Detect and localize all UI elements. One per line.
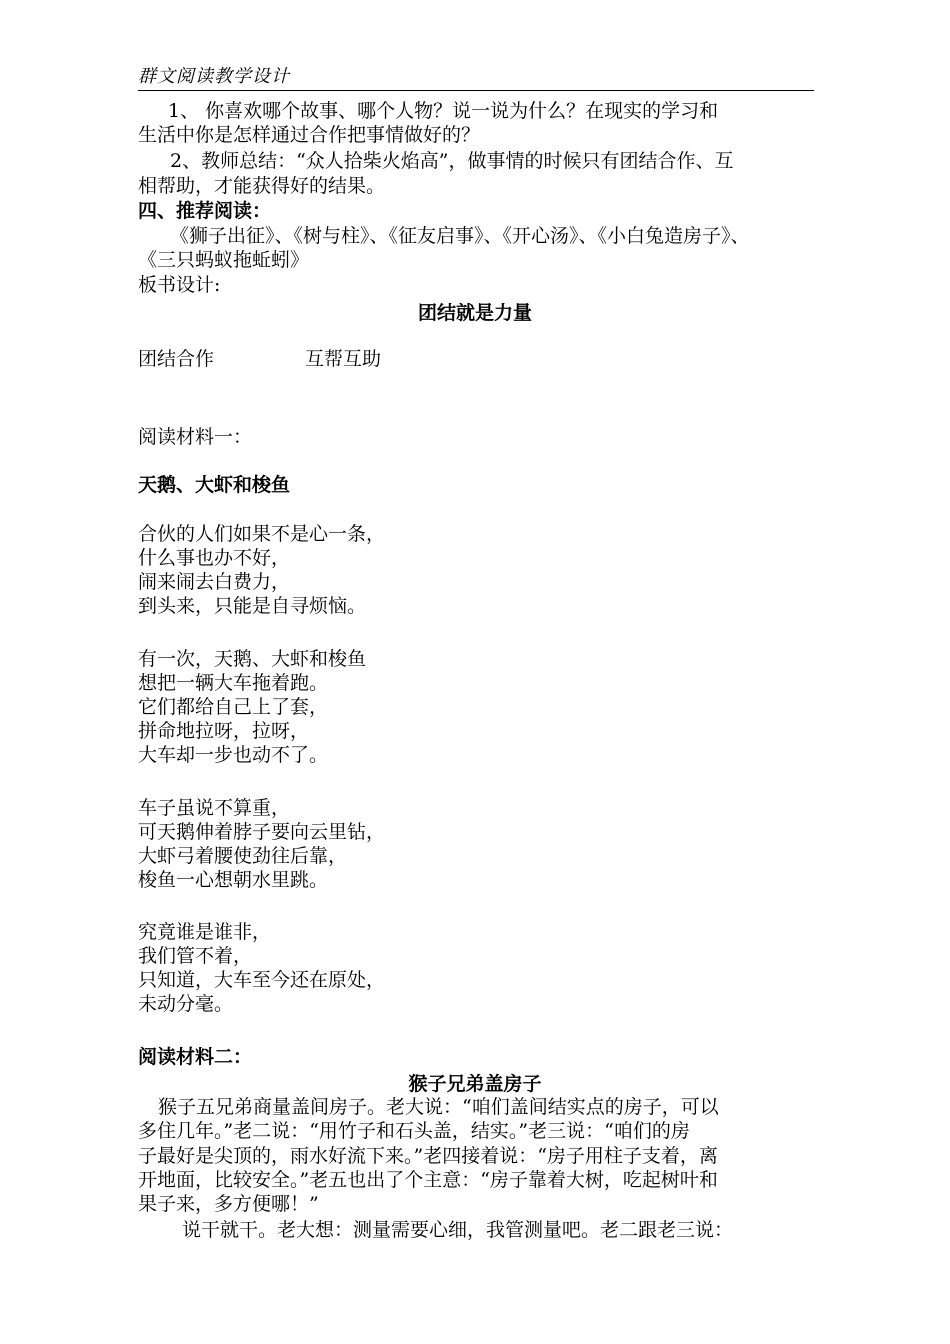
- story-line: 子最好是尖顶的，雨水好流下来。”老四接着说：“房子用柱子支着，离: [138, 1145, 718, 1167]
- poem-line: 到头来，只能是自寻烦恼。: [138, 595, 367, 617]
- discussion-item2-line1: 2、教师总结：“众人拾柴火焰高”，做事情的时候只有团结合作、互: [170, 150, 734, 172]
- poem-line: 什么事也办不好，: [138, 547, 291, 569]
- material2-title: 猴子兄弟盖房子: [408, 1073, 542, 1095]
- poem-line: 我们管不着，: [138, 945, 253, 967]
- poem-line: 大虾弓着腰使劲往后靠，: [138, 845, 348, 867]
- material1-title: 天鹅、大虾和梭鱼: [138, 474, 291, 496]
- poem-line: 有一次，天鹅、大虾和梭鱼: [138, 648, 367, 670]
- material2-label: 阅读材料二：: [138, 1046, 253, 1068]
- poem-line: 拼命地拉呀，拉呀，: [138, 720, 310, 742]
- recommend-list-line2: 《三只蚂蚁拖蚯蚓》: [138, 249, 310, 271]
- discussion-item1-line1: 1、 你喜欢哪个故事、哪个人物？说一说为什么？在现实的学习和: [168, 100, 719, 122]
- board-title: 团结就是力量: [417, 302, 532, 324]
- poem-line: 可天鹅伸着脖子要向云里钻，: [138, 821, 386, 843]
- poem-line: 未动分毫。: [138, 993, 234, 1015]
- poem-line: 闹来闹去白费力，: [138, 571, 291, 593]
- poem-line: 车子虽说不算重，: [138, 797, 291, 819]
- poem-line: 只知道，大车至今还在原处，: [138, 969, 386, 991]
- material1-label: 阅读材料一：: [138, 426, 253, 448]
- story-line: 多住几年。”老二说：“用竹子和石头盖，结实。”老三说：“咱们的房: [138, 1120, 690, 1142]
- poem-line: 它们都给自己上了套，: [138, 696, 329, 718]
- recommend-heading: 四、推荐阅读：: [138, 200, 272, 222]
- story-last-line: 说干就干。老大想：测量需要心细，我管测量吧。老二跟老三说：: [182, 1219, 734, 1241]
- poem-line: 大车却一步也动不了。: [138, 744, 329, 766]
- page-header: 群文阅读教学设计: [138, 66, 814, 91]
- story-line: 猴子五兄弟商量盖间房子。老大说：“咱们盖间结实点的房子，可以: [158, 1096, 719, 1118]
- poem-line: 究竟谁是谁非，: [138, 921, 272, 943]
- poem-line: 想把一辆大车拖着跑。: [138, 672, 329, 694]
- story-line: 果子来，多方便哪！”: [138, 1193, 319, 1215]
- discussion-item1-line2: 生活中你是怎样通过合作把事情做好的？: [138, 124, 481, 146]
- poem-line: 合伙的人们如果不是心一条，: [138, 523, 386, 545]
- board-design-label: 板书设计:: [138, 274, 221, 296]
- poem-line: 梭鱼一心想朝水里跳。: [138, 869, 329, 891]
- poem-stanza-4: [138, 920, 385, 1016]
- story-line: 开地面，比较安全。”老五也出了个主意：“房子靠着大树，吃起树叶和: [138, 1169, 718, 1191]
- recommend-list-line1: 《狮子出征》、《树与柱》、《征友启事》、《开心汤》、《小白兔造房子》、: [170, 225, 750, 247]
- poem-stanza-2: [138, 647, 366, 767]
- discussion-item2-line2: 相帮助，才能获得好的结果。: [138, 175, 386, 197]
- board-item-right: 互帮互助: [305, 348, 382, 370]
- poem-stanza-1: [138, 522, 385, 618]
- poem-stanza-3: [138, 796, 385, 892]
- board-item-left: 团结合作: [138, 348, 215, 370]
